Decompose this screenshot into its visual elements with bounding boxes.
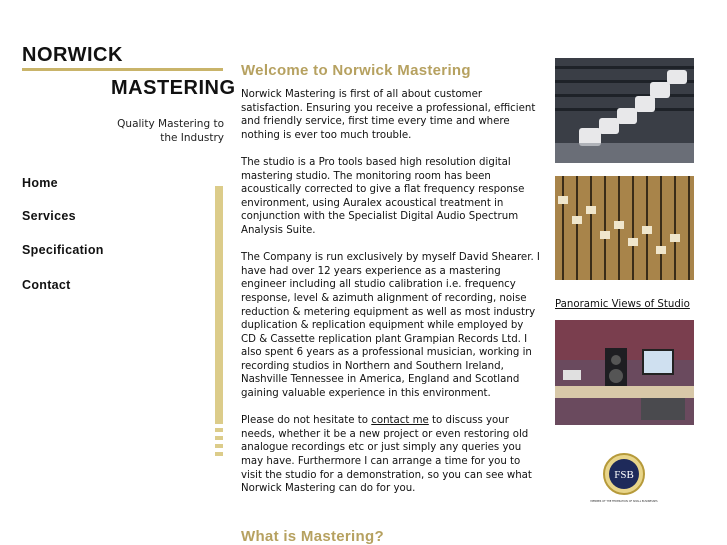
contact-text-after: to discuss your needs, whether it be a new project or even restoring old analogue recordings etc or just simply any queries you may have. Furthermore I can arrange a time for you to visit the studio for a demonstration, so you can see what Norwick Mastering can do for you. <box>241 415 532 495</box>
fsb-badge-label: FSB <box>614 469 634 481</box>
decorative-stripe <box>215 444 223 448</box>
decorative-bar <box>215 186 223 424</box>
main-content <box>241 62 541 509</box>
logo-divider <box>22 68 223 71</box>
intro-paragraph: Norwick Mastering is first of all about customer satisfaction. Ensuring you receive a professional, efficient and friendly service, first time every time and where nothing is ever too much trouble. <box>241 89 536 141</box>
logo-norwick: NORWICK <box>22 44 123 66</box>
page-title: Welcome to Norwick Mastering <box>241 62 471 79</box>
tagline-line-2: the Industry <box>160 132 224 144</box>
nav-services[interactable]: Services <box>22 209 76 223</box>
contact-text-before: Please do not hesitate to <box>241 415 372 427</box>
decorative-stripe <box>215 452 223 456</box>
faders-photo <box>555 176 694 280</box>
contact-me-link[interactable]: contact me <box>371 415 429 427</box>
tagline <box>64 117 224 145</box>
section-heading-what-is-mastering: What is Mastering? <box>241 528 384 545</box>
nav-specification[interactable]: Specification <box>22 243 104 257</box>
studio-room-photo <box>555 320 694 425</box>
panoramic-views-link[interactable]: Panoramic Views of Studio <box>555 299 690 310</box>
nav-home[interactable]: Home <box>22 176 58 190</box>
decorative-stripe <box>215 428 223 432</box>
tagline-line-1: Quality Mastering to <box>117 118 224 130</box>
company-paragraph: The Company is run exclusively by myself David Shearer. I have had over 12 years experience as a mastering engineer including all studio calibration i.e. frequency response, level & azimuth alignment of recording, noise reduction & metering equipment as well as most industry duplication & replication equipment while employed by CD & Cassette replication plant Grampian Records Ltd. I also spent 6 years as a professional musician, working in recording studios in Northern and Southern Ireland, Nashville Tennessee in America, England and Scotland gaining valuable experience in this environment. <box>241 252 540 400</box>
decorative-stripe <box>215 436 223 440</box>
studio-paragraph: The studio is a Pro tools based high resolution digital mastering studio. The monitoring room has been acoustically corrected to give a flat frequency response environment, using Auralex acoustical treatment in conjunction with the Specialist Digital Audio Spectrum Analysis Suite. <box>241 156 525 236</box>
fsb-badge <box>590 452 658 506</box>
fsb-badge-subtext: MEMBER OF THE FEDERATION OF SMALL BUSINESSES <box>590 500 658 503</box>
nav-contact[interactable]: Contact <box>22 278 71 292</box>
contact-paragraph <box>241 414 541 496</box>
mixing-desk-photo <box>555 58 694 163</box>
logo-mastering: MASTERING <box>111 77 236 99</box>
